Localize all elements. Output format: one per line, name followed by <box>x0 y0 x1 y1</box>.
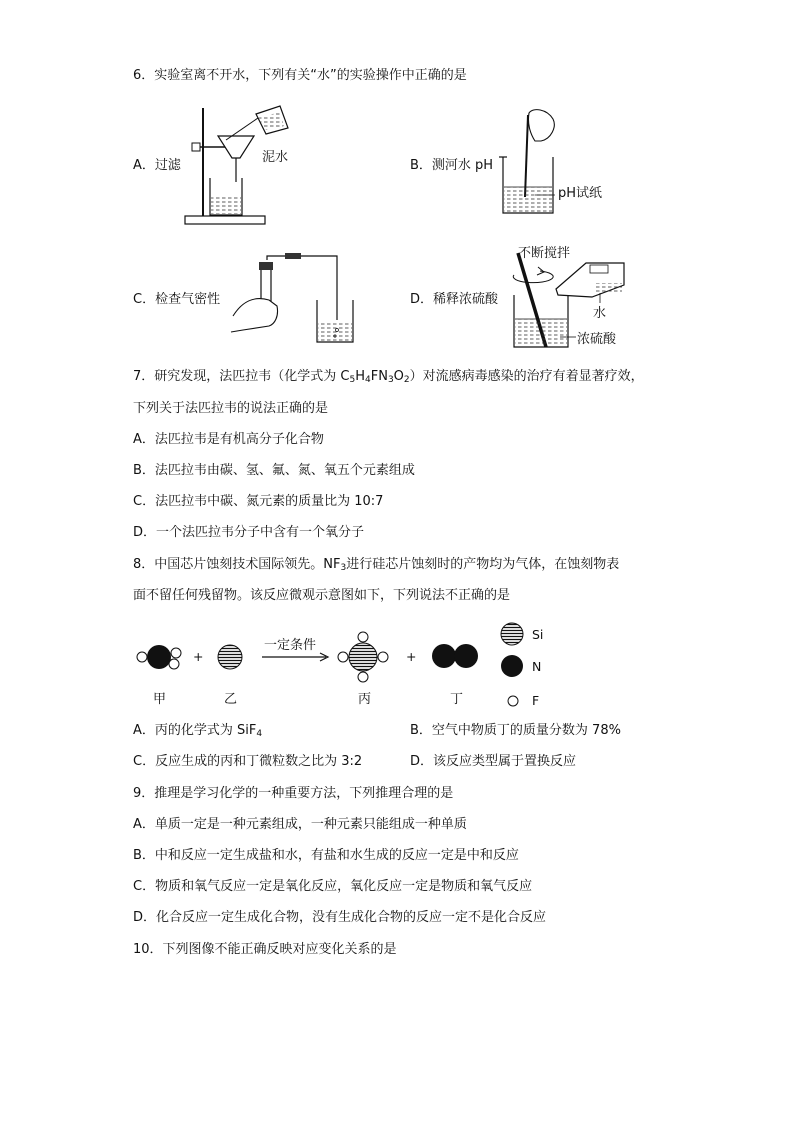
q7-option-a[interactable]: A．法匹拉韦是有机高分子化合物 <box>133 432 324 447</box>
q7-stem-line1: 7．研究发现，法匹拉韦（化学式为 $C_5H_4FN_3O_2$）对流感病毒感染的治疗有着显著疗效， <box>133 369 644 385</box>
q6-option-c[interactable]: C．检查气密性 <box>133 292 221 307</box>
name-yi: 乙 <box>224 692 238 707</box>
muddy-water-label: 泥水 <box>262 150 289 165</box>
molecule-bing <box>338 632 388 682</box>
q8-option-d[interactable]: D．该反应类型属于置换反应 <box>410 754 577 769</box>
q6-option-b[interactable]: B．测河水 pH <box>410 158 494 173</box>
q8-stem-line2: 面不留任何残留物。该反应微观示意图如下，下列说法不正确的是 <box>133 588 511 603</box>
q6-option-a[interactable]: A．过滤 <box>133 158 181 173</box>
q7-option-d[interactable]: D．一个法匹拉韦分子中含有一个氧分子 <box>133 525 365 540</box>
legend-f-circle <box>506 694 520 708</box>
molecule-ding <box>432 644 478 668</box>
q9-option-c[interactable]: C．物质和氧气反应一定是氧化反应，氧化反应一定是物质和氧气反应 <box>133 879 533 894</box>
q10-stem: 10．下列图像不能正确反映对应变化关系的是 <box>133 942 397 957</box>
ph-test-figure <box>495 105 565 220</box>
legend-n-label: N <box>532 659 542 674</box>
name-ding: 丁 <box>450 692 464 707</box>
q7-stem-line2: 下列关于法匹拉韦的说法正确的是 <box>133 401 329 416</box>
q7-option-b[interactable]: B．法匹拉韦由碳、氢、氟、氮、氧五个元素组成 <box>133 463 415 478</box>
q9-option-a[interactable]: A．单质一定是一种元素组成，一种元素只能组成一种单质 <box>133 817 467 832</box>
plus-1: + <box>193 649 204 664</box>
q8-stem-line1: 8．中国芯片蚀刻技术国际领先。$NF_3$进行硅芯片蚀刻时的产物均为气体，在蚀刻物表 <box>133 557 620 573</box>
molecule-yi <box>218 645 242 669</box>
reaction-condition-label: 一定条件 <box>264 638 317 653</box>
molecule-jia <box>137 645 181 669</box>
q7-option-c[interactable]: C．法匹拉韦中碳、氮元素的质量比为 10:7 <box>133 494 384 509</box>
q8-option-b[interactable]: B．空气中物质丁的质量分数为 78% <box>410 723 621 738</box>
plus-2: + <box>406 649 417 664</box>
q8-option-c[interactable]: C．反应生成的丙和丁微粒数之比为 3:2 <box>133 754 363 769</box>
stir-label: 不断搅拌 <box>518 246 571 261</box>
q9-option-d[interactable]: D．化合反应一定生成化合物，没有生成化合物的反应一定不是化合反应 <box>133 910 547 925</box>
ph-paper-label: pH试纸 <box>558 186 603 201</box>
q6-option-d[interactable]: D．稀释浓硫酸 <box>410 292 499 307</box>
airtightness-check-figure <box>225 250 365 350</box>
conc-acid-label: 浓硫酸 <box>577 332 617 347</box>
water-label: 水 <box>593 306 607 321</box>
q6-stem: 6．实验室离不开水，下列有关“水”的实验操作中正确的是 <box>133 68 467 83</box>
legend-si-label: Si <box>532 627 544 642</box>
legend-f-label: F <box>532 693 540 708</box>
q8-option-a[interactable]: A．丙的化学式为 SiF$_4$ <box>133 723 263 739</box>
q9-option-b[interactable]: B．中和反应一定生成盐和水，有盐和水生成的反应一定是中和反应 <box>133 848 519 863</box>
name-jia: 甲 <box>153 692 167 707</box>
q9-stem: 9．推理是学习化学的一种重要方法，下列推理合理的是 <box>133 786 454 801</box>
name-bing: 丙 <box>358 692 372 707</box>
